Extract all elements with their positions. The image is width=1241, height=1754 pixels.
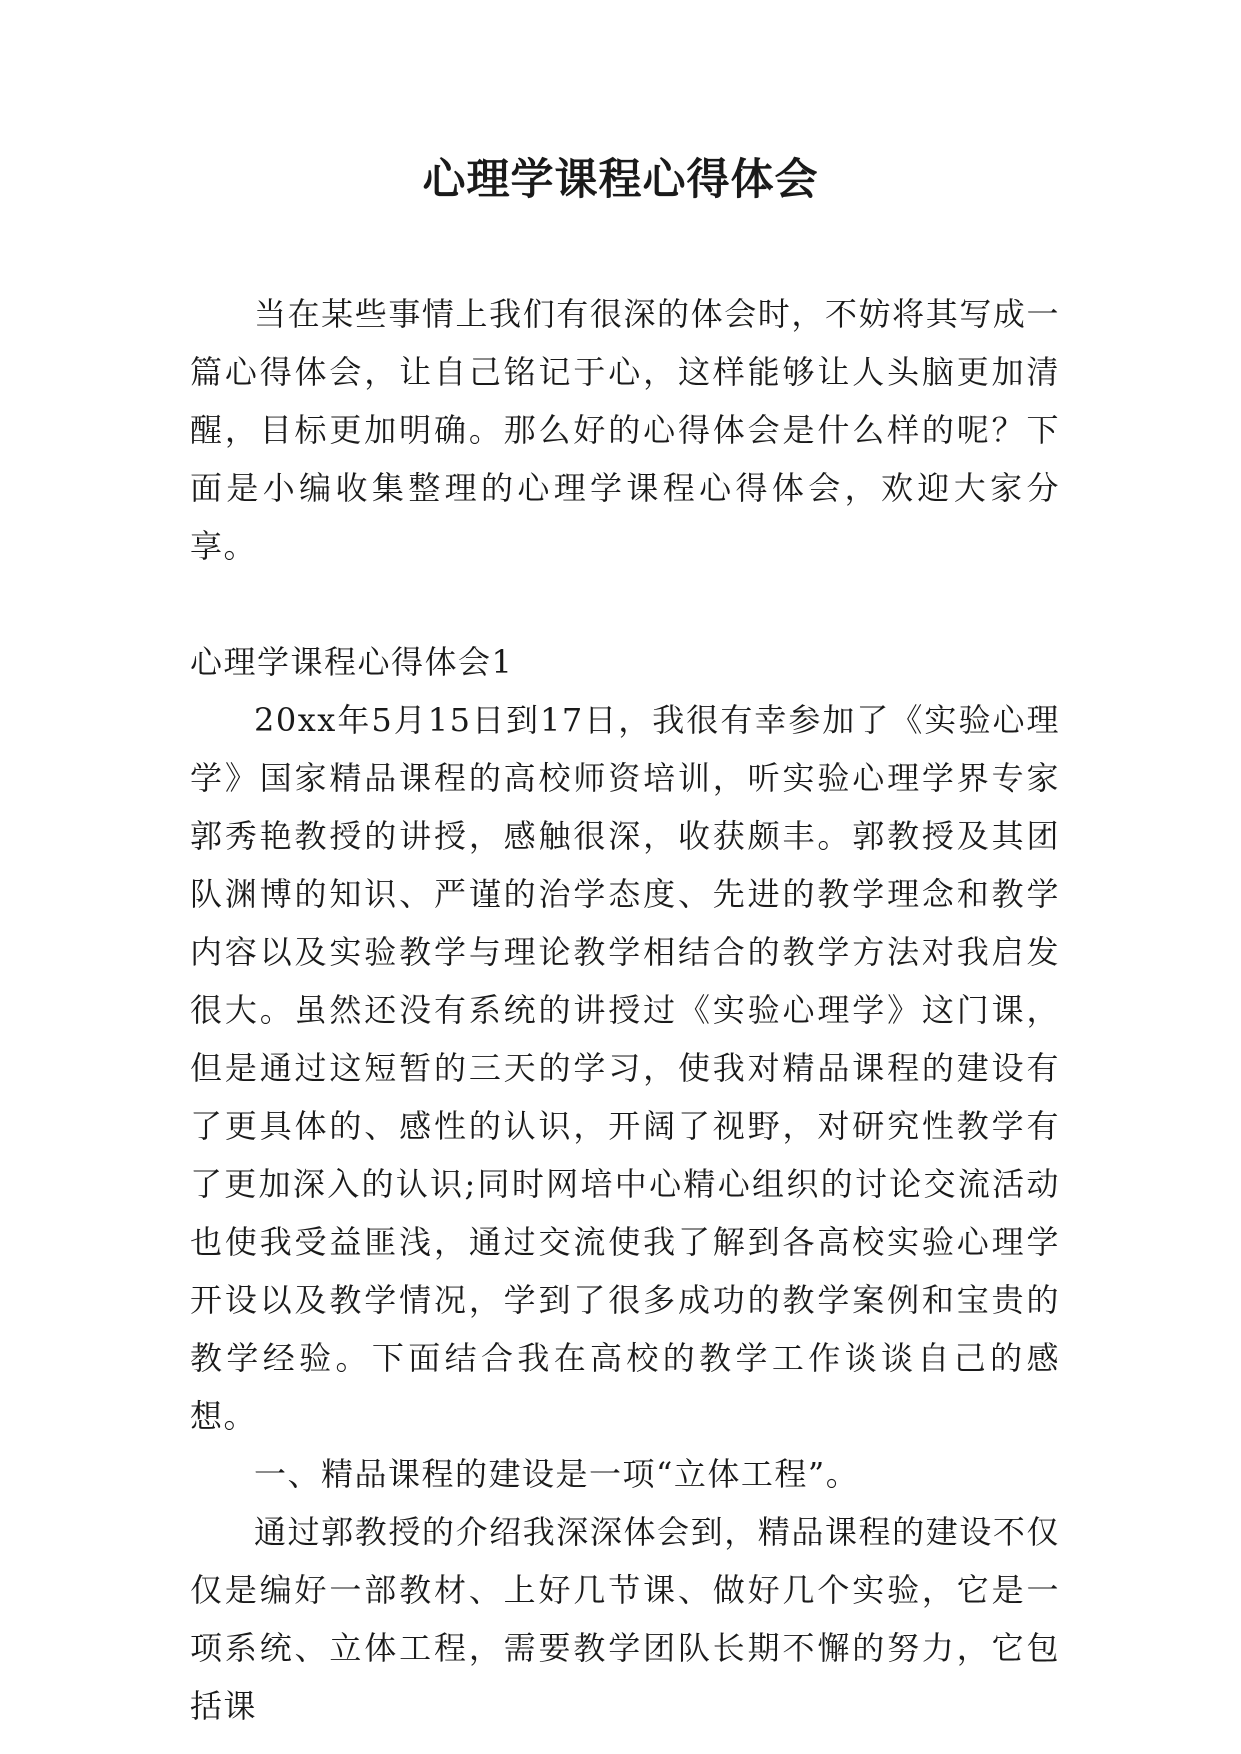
- document-body: [190, 285, 1060, 1735]
- section-heading: 心理学课程心得体会1: [190, 643, 514, 681]
- body-paragraph: 20xx年5月15日到17日，我很有幸参加了《实验心理学》国家精品课程的高校师资培训，听实验心理学界专家郭秀艳教授的讲授，感触很深，收获颇丰。郭教授及其团队渊博的知识、严谨的治学态度、先进的教学理念和教学内容以及实验教学与理论教学相结合的教学方法对我启发很大。虽然还没有系统的讲授过《实验心理学》这门课，但是通过这短暂的三天的学习，使我对精品课程的建设有了更具体的、感性的认识，开阔了视野，对研究性教学有了更加深入的认识;同时网培中心精心组织的讨论交流活动也使我受益匪浅，通过交流使我了解到各高校实验心理学开设以及教学情况，学到了很多成功的教学案例和宝贵的教学经验。下面结合我在高校的教学工作谈谈自己的感想。: [190, 701, 1060, 1435]
- subheading-paragraph: 一、精品课程的建设是一项“立体工程”。: [254, 1455, 860, 1493]
- intro-paragraph: 当在某些事情上我们有很深的体会时，不妨将其写成一篇心得体会，让自己铭记于心，这样能够让人头脑更加清醒，目标更加明确。那么好的心得体会是什么样的呢？下面是小编收集整理的心理学课程心得体会，欢迎大家分享。: [190, 295, 1060, 565]
- body-paragraph: 通过郭教授的介绍我深深体会到，精品课程的建设不仅仅是编好一部教材、上好几节课、做好几个实验，它是一项系统、立体工程，需要教学团队长期不懈的努力，它包括课: [190, 1513, 1060, 1725]
- document-title: 心理学课程心得体会: [422, 155, 819, 205]
